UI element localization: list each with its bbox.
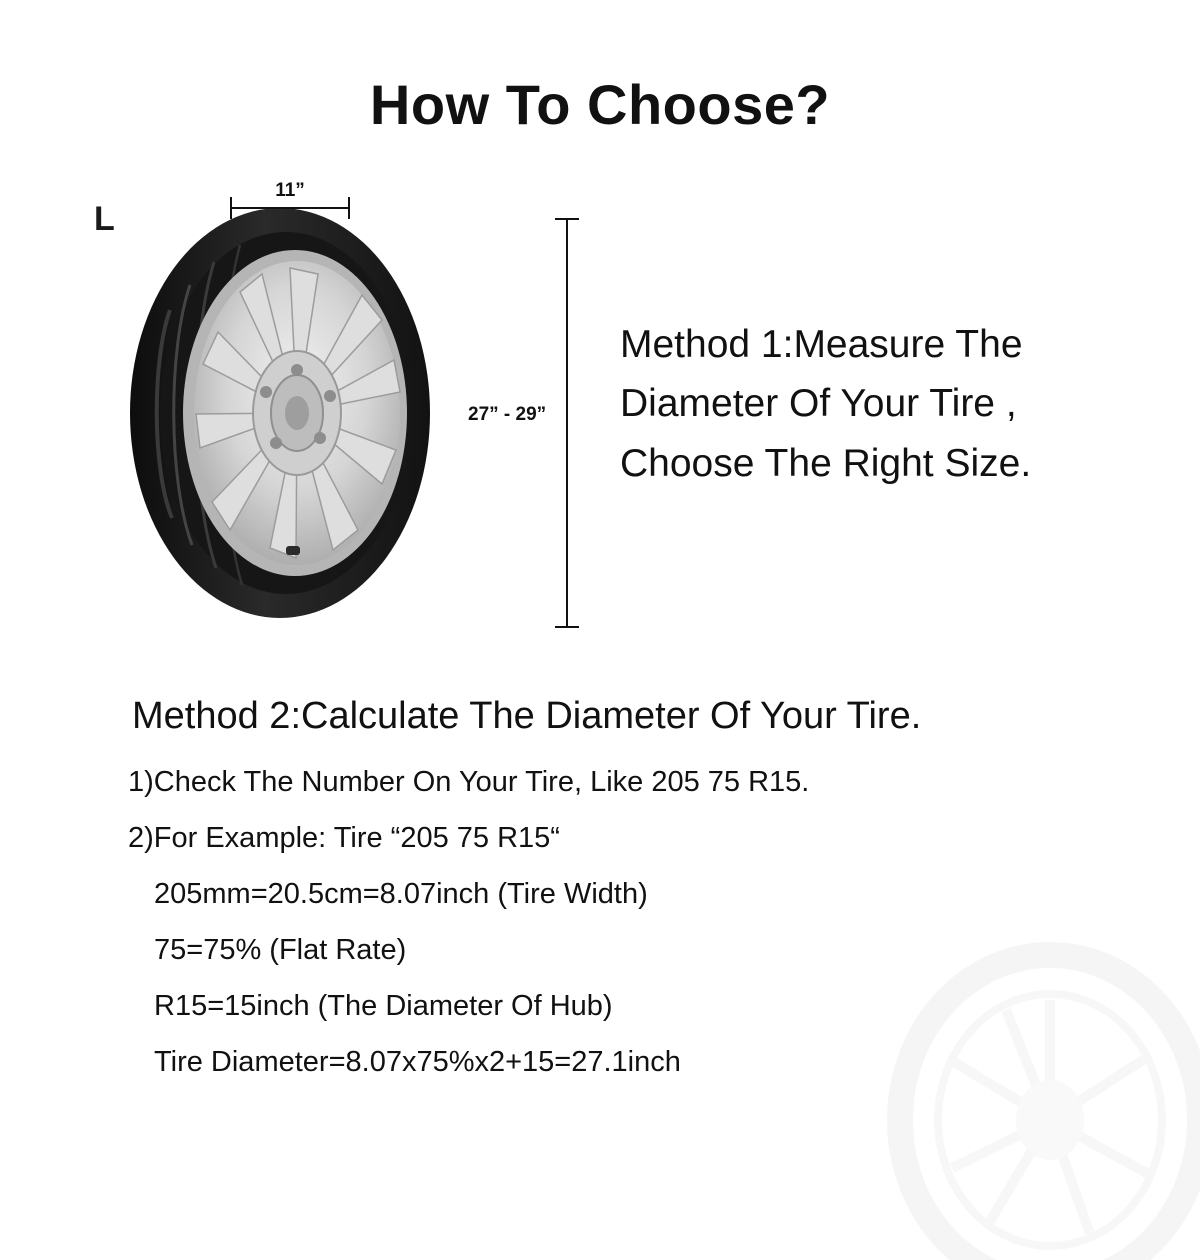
height-dimension-line (566, 218, 568, 628)
height-dimension-cap-top (555, 218, 579, 220)
method-2-heading: Method 2:Calculate The Diameter Of Your Tire. (132, 695, 922, 737)
method-2-step-2: 2)For Example: Tire “205 75 R15“ (128, 822, 560, 854)
height-dimension-cap-bottom (555, 626, 579, 628)
size-label: L (94, 200, 115, 238)
method-1-line-3: Choose The Right Size. (620, 441, 1032, 485)
height-dimension-label: 27” - 29” (468, 404, 547, 425)
height-dimension (468, 218, 580, 628)
method-2-step-4: 75=75% (Flat Rate) (154, 934, 407, 966)
tire-wheel-illustration (90, 200, 490, 630)
method-2-step-3: 205mm=20.5cm=8.07inch (Tire Width) (154, 878, 648, 910)
method-1-line-1: Method 1:Measure The (620, 323, 1023, 366)
tire-diagram (80, 180, 547, 640)
method-2-step-6: Tire Diameter=8.07x75%x2+15=27.1inch (154, 1046, 681, 1078)
width-dimension-cap-left (230, 197, 232, 219)
page-title: How To Choose? (369, 73, 831, 136)
watermark-tire-icon (860, 930, 1200, 1260)
width-dimension-cap-right (348, 197, 350, 219)
width-dimension-label: 11” (275, 180, 305, 201)
width-dimension (230, 180, 350, 220)
width-dimension-line (230, 207, 350, 209)
method-1-line-2: Diameter Of Your Tire , (620, 382, 1017, 426)
method-2-step-1: 1)Check The Number On Your Tire, Like 205 75 R15. (128, 766, 810, 798)
method-1-text (620, 315, 1140, 493)
method-2-step-5: R15=15inch (The Diameter Of Hub) (154, 990, 613, 1022)
